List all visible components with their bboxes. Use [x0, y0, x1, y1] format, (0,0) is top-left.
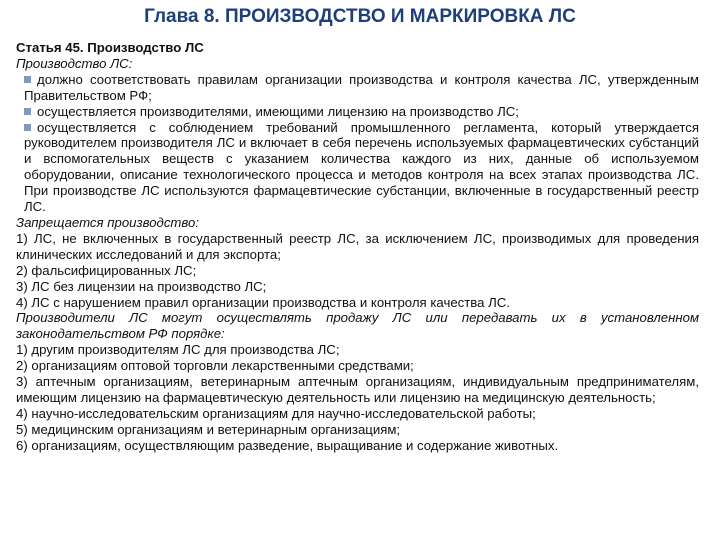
article-title: Статья 45. Производство ЛС [16, 40, 204, 55]
list-item: 2) фальсифицированных ЛС; [16, 262, 197, 278]
list-item: 4) ЛС с нарушением правил организации производства и контроля качества ЛС. [16, 294, 510, 310]
square-bullet-icon [24, 124, 31, 131]
list-item: 3) аптечным организациям, ветеринарным аптечным организациям, индивидуальным предпринимателям, имеющим лицензию на фармацевтическую деятельность или лицензию на медицинскую деятельность; [16, 374, 699, 405]
list-item: осуществляется производителями, имеющими лицензию на производство ЛС; [16, 104, 699, 120]
list-item: 1) другим производителям ЛС для производства ЛС; [16, 342, 340, 358]
list-item: 2) организациям оптовой торговли лекарственными средствами; [16, 358, 414, 374]
list-item: должно соответствовать правилам организации производства и контроля качества ЛС, утвержденным Правительством РФ; [24, 71, 699, 103]
square-bullet-icon [24, 108, 31, 115]
list-item: 1) ЛС, не включенных в государственный реестр ЛС, за исключением ЛС, производимых для проведения клинических исследований и для экспорта; [16, 230, 699, 262]
section-heading-sales: Производители ЛС могут осуществлять продажу ЛС или передавать их в установленном законодательством РФ порядке: [16, 310, 699, 342]
list-item: 4) научно-исследовательским организациям для научно-исследовательской работы; [16, 405, 536, 421]
list-item: 6) организациям, осуществляющим разведение, выращивание и содержание животных. [16, 437, 559, 453]
list-item: осуществляется с соблюдением требований промышленного регламента, который утверждается руководителем производителя ЛС и включает в себя перечень используемых фармацевтических субстанций и вспомогательных веществ с указанием количества каждого из них, данные об используемом оборудовании, описание технологического процесса и методов контроля на всех этапах производства ЛС. При производстве ЛС используются фармацевтические субстанции, включенные в государственный реестр ЛС. [24, 119, 699, 215]
section-heading-production: Производство ЛС: [16, 55, 133, 71]
document-body [16, 40, 699, 454]
list-item: 3) ЛС без лицензии на производство ЛС; [16, 278, 267, 294]
list-item: 5) медицинским организациям и ветеринарным организациям; [16, 421, 401, 437]
page-title: Глава 8. ПРОИЗВОДСТВО И МАРКИРОВКА ЛС [144, 6, 576, 27]
section-heading-prohibited: Запрещается производство: [16, 214, 200, 230]
square-bullet-icon [24, 76, 31, 83]
